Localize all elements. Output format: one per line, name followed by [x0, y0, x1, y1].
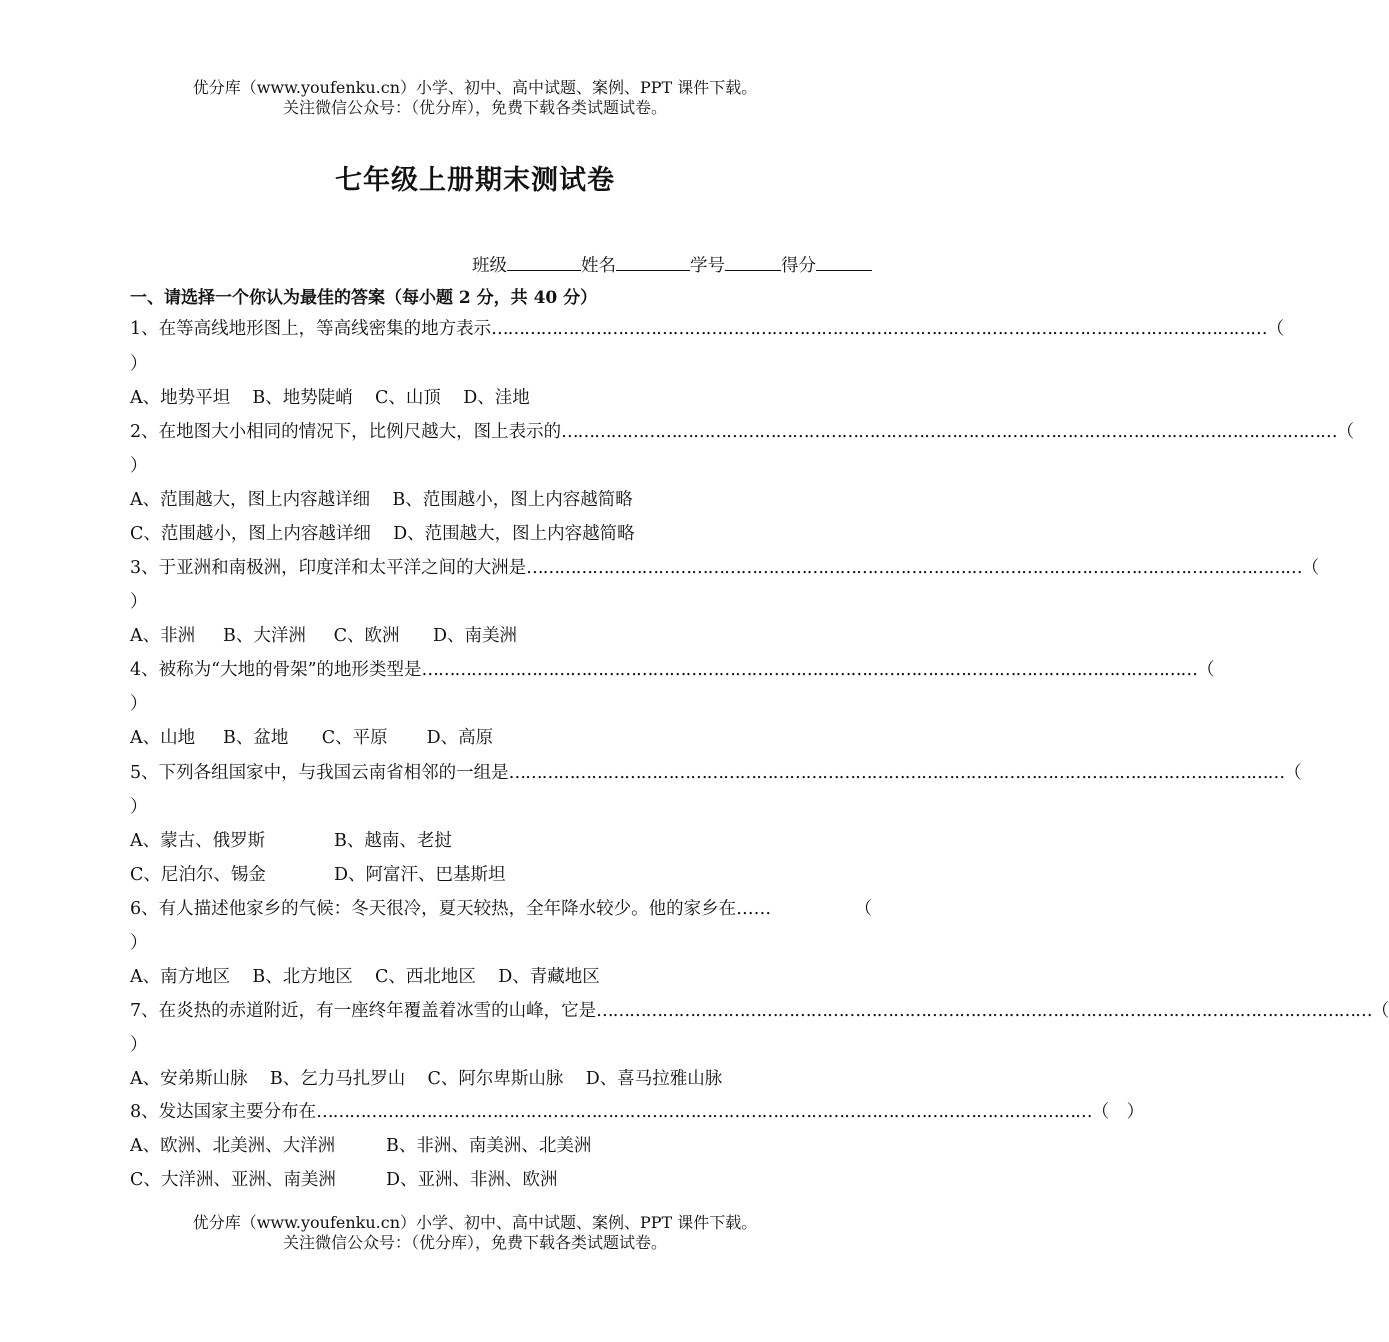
option-a[interactable]: A、蒙古、俄罗斯: [130, 831, 266, 851]
option-d[interactable]: D、喜马拉雅山脉: [585, 1069, 723, 1089]
question-5-text: 5、下列各组国家中，与我国云南省相邻的一组是: [130, 763, 509, 783]
answer-paren-open: （: [1266, 319, 1285, 339]
question-6-text: 6、有人描述他家乡的气候：冬天很冷，夏天较热，全年降水较少。他的家乡在……: [130, 899, 772, 919]
option-b[interactable]: B、范围越小，图上内容越简略: [392, 490, 633, 510]
answer-paren-close[interactable]: ）: [130, 694, 148, 714]
answer-paren-open: （: [1284, 763, 1302, 783]
answer-paren-open: （: [854, 899, 872, 919]
answer-paren-close[interactable]: ）: [130, 797, 148, 817]
leader-dots: ……………………………………………………………………………………………………………………………: [526, 558, 1302, 578]
leader-dots: ……………………………………………………………………………………………………………………………: [421, 660, 1198, 680]
option-d[interactable]: D、南美洲: [432, 626, 517, 646]
option-d[interactable]: D、范围越大，图上内容越简略: [393, 524, 635, 544]
option-c[interactable]: C、范围越小，图上内容越详细: [130, 524, 371, 544]
question-7-options: [130, 1065, 722, 1090]
option-d[interactable]: D、青藏地区: [498, 967, 600, 987]
option-c[interactable]: C、山顶: [375, 388, 441, 408]
option-b[interactable]: B、乞力马扎罗山: [269, 1069, 406, 1089]
header-line-2: 关注微信公众号：（优分库），免费下载各类试题试卷。: [282, 98, 667, 117]
option-c[interactable]: C、平原: [321, 728, 388, 748]
question-7: [130, 997, 1389, 1022]
number-blank[interactable]: [725, 252, 781, 271]
question-6: [130, 895, 872, 920]
name-blank[interactable]: [616, 252, 690, 271]
option-b[interactable]: B、盆地: [222, 728, 289, 748]
answer-paren-open: （: [1197, 660, 1215, 680]
answer-paren-close[interactable]: ）: [130, 933, 148, 953]
answer-paren[interactable]: （ ）: [1091, 1102, 1145, 1122]
option-a[interactable]: A、安弟斯山脉: [130, 1069, 248, 1089]
option-a[interactable]: A、山地: [130, 728, 196, 748]
question-5: [130, 759, 1302, 784]
option-a[interactable]: A、南方地区: [130, 967, 231, 987]
question-1-options: [130, 384, 530, 409]
question-8-options-cd: [130, 1166, 558, 1191]
answer-paren-open: （: [1301, 558, 1320, 578]
question-3-options: [130, 622, 517, 647]
score-label: 得分: [781, 256, 816, 276]
question-8: [130, 1098, 1145, 1123]
question-1: [130, 315, 1285, 340]
option-d[interactable]: D、阿富汗、巴基斯坦: [334, 865, 506, 885]
option-b[interactable]: B、地势陡峭: [252, 388, 353, 408]
option-c[interactable]: C、西北地区: [375, 967, 476, 987]
option-c[interactable]: C、阿尔卑斯山脉: [427, 1069, 564, 1089]
option-b[interactable]: B、非洲、南美洲、北美洲: [386, 1136, 592, 1156]
question-2: [130, 418, 1355, 443]
section-heading: 一、请选择一个你认为最佳的答案（每小题 2 分，共 40 分）: [130, 288, 598, 308]
option-a[interactable]: A、范围越大，图上内容越详细: [130, 490, 371, 510]
option-a[interactable]: A、地势平坦: [130, 388, 231, 408]
option-d[interactable]: D、洼地: [463, 388, 530, 408]
leader-dots: ……………………………………………………………………………………………………………………………: [561, 422, 1337, 442]
option-b[interactable]: B、越南、老挝: [334, 831, 452, 851]
answer-paren-open: （: [1371, 1001, 1389, 1021]
question-3-text: 3、于亚洲和南极洲，印度洋和太平洋之间的大洲是: [130, 558, 527, 578]
footer-line-2: 关注微信公众号：（优分库），免费下载各类试题试卷。: [282, 1233, 667, 1252]
question-7-text: 7、在炎热的赤道附近，有一座终年覆盖着冰雪的山峰，它是: [130, 1001, 597, 1021]
header-line-1: 优分库（www.youfenku.cn）小学、初中、高中试题、案例、PPT 课件下载。: [192, 78, 758, 97]
option-c[interactable]: C、尼泊尔、锡金: [130, 865, 266, 885]
footer-line-1: 优分库（www.youfenku.cn）小学、初中、高中试题、案例、PPT 课件下载。: [192, 1213, 758, 1232]
question-4-text: 4、被称为“大地的骨架”的地形类型是: [130, 660, 422, 680]
question-4-options: [130, 724, 493, 749]
name-label: 姓名: [581, 256, 616, 276]
option-d[interactable]: D、亚洲、非洲、欧洲: [386, 1170, 558, 1190]
answer-paren-close[interactable]: ）: [130, 1035, 148, 1055]
option-d[interactable]: D、高原: [426, 728, 494, 748]
question-4: [130, 656, 1215, 681]
score-blank[interactable]: [816, 252, 872, 271]
leader-dots: ……………………………………………………………………………………………………………………………: [596, 1001, 1372, 1021]
option-c[interactable]: C、欧洲: [333, 626, 400, 646]
page-title: 七年级上册期末测试卷: [335, 165, 615, 196]
leader-dots: ……………………………………………………………………………………………………………………………: [316, 1102, 1092, 1122]
number-label: 学号: [690, 256, 725, 276]
answer-paren-close[interactable]: ）: [130, 456, 148, 476]
question-3: [130, 554, 1320, 579]
question-5-options-cd: [130, 861, 506, 886]
question-8-options-ab: [130, 1132, 591, 1157]
leader-dots: ……………………………………………………………………………………………………………………………: [508, 763, 1285, 783]
leader-dots: ……………………………………………………………………………………………………………………………: [491, 319, 1267, 339]
class-label: 班级: [472, 256, 507, 276]
question-6-options: [130, 963, 600, 988]
question-5-options-ab: [130, 827, 452, 852]
question-2-options-cd: [130, 520, 635, 545]
student-info-line: [472, 252, 872, 277]
question-8-text: 8、发达国家主要分布在: [130, 1102, 317, 1122]
option-b[interactable]: B、大洋洲: [222, 626, 306, 646]
question-2-options-ab: [130, 486, 633, 511]
class-blank[interactable]: [507, 252, 581, 271]
option-c[interactable]: C、大洋洲、亚洲、南美洲: [130, 1170, 336, 1190]
answer-paren-close[interactable]: ）: [130, 592, 148, 612]
answer-paren-open: （: [1336, 422, 1355, 442]
question-1-text: 1、在等高线地形图上，等高线密集的地方表示: [130, 319, 492, 339]
question-2-text: 2、在地图大小相同的情况下，比例尺越大，图上表示的: [130, 422, 562, 442]
option-a[interactable]: A、欧洲、北美洲、大洋洲: [130, 1136, 336, 1156]
answer-paren-close[interactable]: ）: [130, 354, 148, 374]
option-b[interactable]: B、北方地区: [252, 967, 353, 987]
option-a[interactable]: A、非洲: [130, 626, 196, 646]
